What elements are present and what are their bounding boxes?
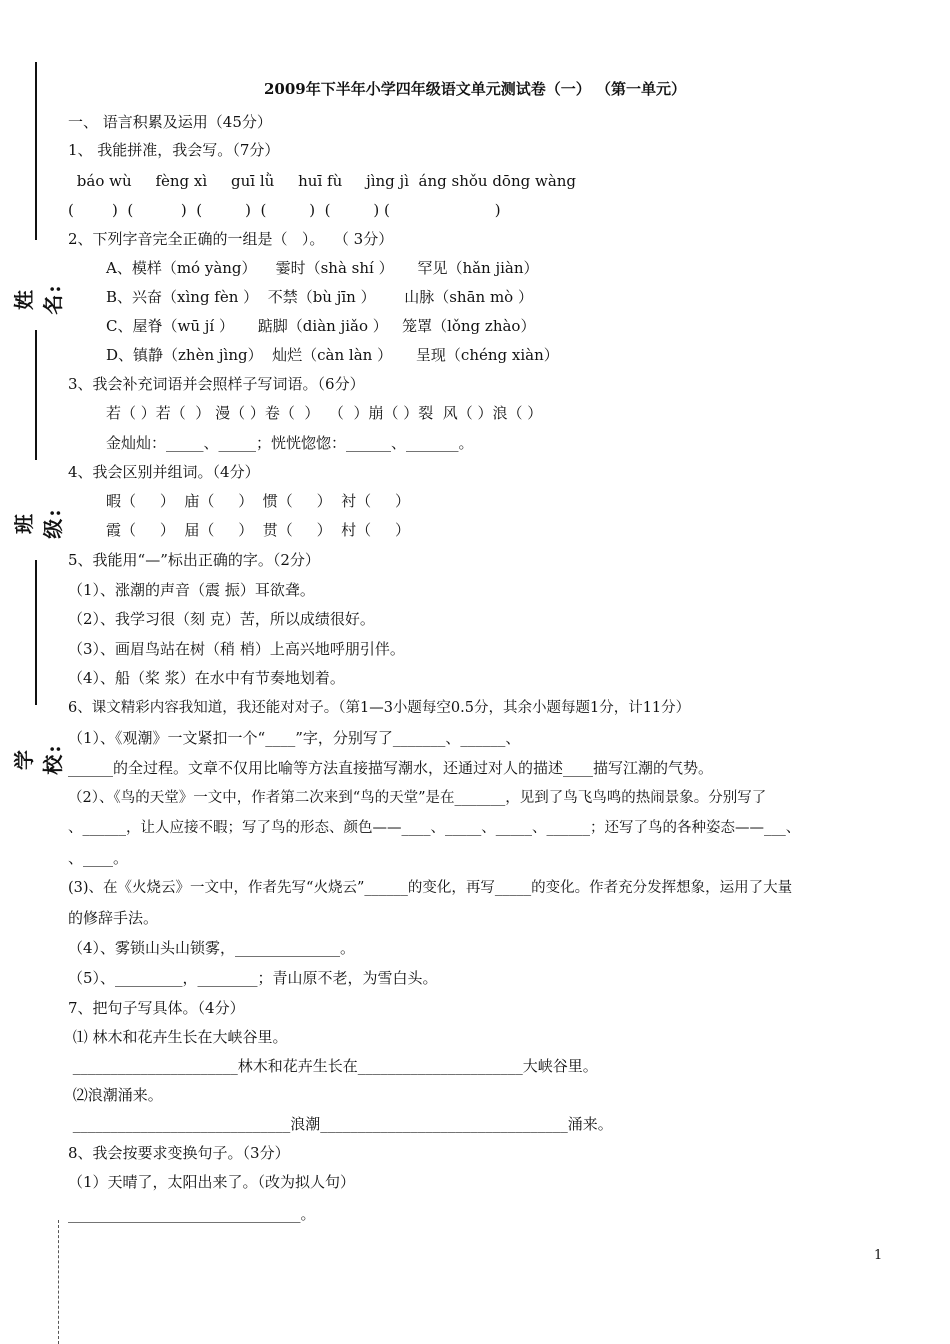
q3-title: 3、我会补充词语并会照样子写词语。（6分） (68, 375, 365, 393)
name-label: 姓名: (12, 283, 65, 315)
cut-line (58, 1220, 59, 1344)
q4-line-1: 暇（ ） 庙（ ） 惯（ ） 衬（ ） (106, 492, 410, 510)
class-label: 班级: (12, 507, 65, 539)
q4-line-2: 霞（ ） 届（ ） 贯（ ） 村（ ） (106, 521, 410, 539)
q2-title: 2、下列字音完全正确的一组是（ ）。 （ 3分） (68, 230, 394, 248)
q2-option-b: B、兴奋（xìng fèn ） 不禁（bù jīn ） 山脉（shān mò ） (106, 288, 533, 306)
q3-line-2: 金灿灿：_____、_____；恍恍惚惚：______、_______。 (106, 434, 474, 452)
q6-line-9: （5）、_________，________；青山原不老，为雪白头。 (68, 969, 438, 987)
q1-answer-parens: ( ) ( ) ( ) ( ) ( ) ( ) (68, 201, 501, 219)
q6-line-8: （4）、雾锁山头山锁雾，______________。 (68, 939, 356, 957)
q6-line-1: （1）、《观潮》一文紧扣一个“____”字，分别写了_______、______、 (68, 729, 521, 747)
page-title: 2009年下半年小学四年级语文单元测试卷（一） （第一单元） (264, 80, 686, 98)
q7-answer-1: ______________________林木和花卉生长在______________________大峡谷里。 (68, 1057, 598, 1075)
q5-item-1: （1）、涨潮的声音（震 振）耳欲聋。 (68, 581, 315, 599)
q7-answer-2: _____________________________浪潮_________________________________涌来。 (68, 1115, 613, 1133)
class-blank-line (35, 560, 37, 705)
section-heading: 一、 语言积累及运用（45分） (68, 113, 272, 131)
q1-title: 1、 我能拼准，我会写。（7分） (68, 141, 280, 159)
q3-line-1: 若（ ）若（ ） 漫（ ）卷（ ） （ ）崩（ ）裂 风（ ）浪（ ） (106, 404, 543, 422)
q5-title: 5、我能用“—”标出正确的字。（2分） (68, 551, 320, 569)
q8-item-1: （1）天晴了，太阳出来了。（改为拟人句） (68, 1173, 356, 1191)
q7-item-2: ⑵浪潮涌来。 (68, 1086, 163, 1104)
q4-title: 4、我会区别并组词。（4分） (68, 463, 260, 481)
q2-option-d: D、镇静（zhèn jìng） 灿烂（càn làn ） 呈现（chéng xiàn） (106, 346, 559, 364)
q7-title: 7、把句子写具体。（4分） (68, 999, 245, 1017)
name-blank-line (35, 330, 37, 460)
q6-title: 6、课文精彩内容我知道，我还能对对子。（第1—3小题每空0.5分，其余小题每题1分，计11分） (68, 700, 691, 716)
q7-item-1: ⑴ 林木和花卉生长在大峡谷里。 (68, 1028, 288, 1046)
q6-line-2: ______的全过程。文章不仅用比喻等方法直接描写潮水，还通过对人的描述____描写江潮的气势。 (68, 759, 714, 777)
q6-line-6: (3)、在《火烧云》一文中，作者先写“火烧云”______的变化，再写_____的变化。作者充分发挥想象，运用了大量 (68, 880, 793, 896)
q5-item-2: （2）、我学习很（刻 克）苦，所以成绩很好。 (68, 610, 375, 628)
q6-line-4: 、______，让人应接不暇；写了鸟的形态、颜色——____、_____、_____、______；还写了鸟的各种姿态——___、 (68, 820, 801, 836)
page-number: 1 (874, 1248, 883, 1263)
q8-answer-1: _______________________________。 (68, 1205, 316, 1223)
q5-item-3: （3）、画眉鸟站在树（稍 梢）上高兴地呼朋引伴。 (68, 640, 405, 658)
q6-line-5: 、____。 (68, 849, 129, 867)
q2-option-a: A、模样（mó yàng） 霎时（shà shí ） 罕见（hǎn jiàn） (106, 259, 539, 277)
q6-line-3: （2）、《鸟的天堂》一文中，作者第二次来到“鸟的天堂”是在_______，见到了鸟飞鸟鸣的热闹景象。分别写了 (68, 790, 767, 806)
q8-title: 8、我会按要求变换句子。（3分） (68, 1144, 290, 1162)
q2-option-c: C、屋脊（wū jí ） 踮脚（diàn jiǎo ） 笼罩（lǒng zhào） (106, 317, 536, 335)
q5-item-4: （4）、船（桨 浆）在水中有节奏地划着。 (68, 669, 345, 687)
q6-line-7: 的修辞手法。 (68, 909, 159, 927)
school-label: 学校: (12, 743, 65, 775)
q1-pinyin: báo wù fèng xì guī lǜ huī fù jìng jì áng shǒu dōng wàng (72, 172, 577, 190)
